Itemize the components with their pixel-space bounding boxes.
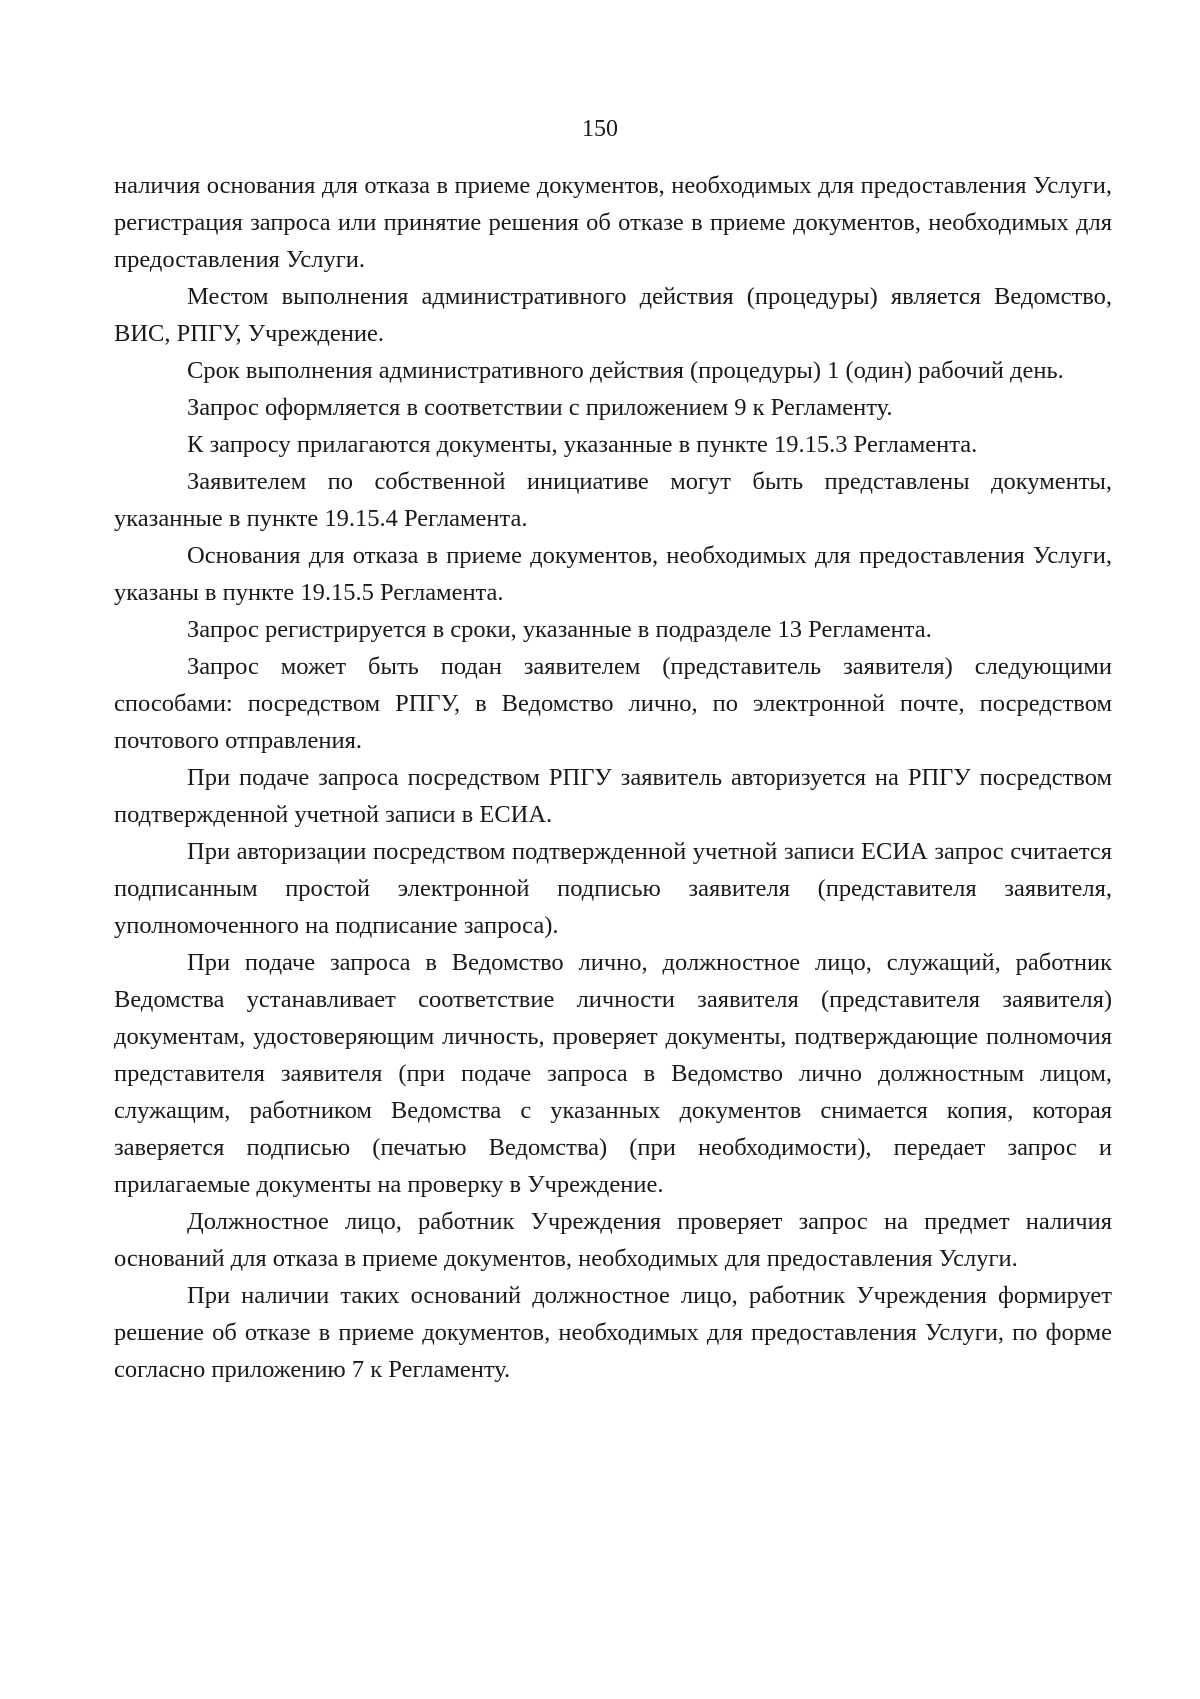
paragraph-attached-documents: К запросу прилагаются документы, указанные в пункте 19.15.3 Регламента. — [187, 431, 978, 458]
paragraph-own-initiative-documents: Заявителем по собственной инициативе могут быть представлены документы, указанные в пункте 19.15.4 Регламента. — [114, 468, 1112, 532]
paragraph-execution-term: Срок выполнения административного действия (процедуры) 1 (один) рабочий день. — [187, 357, 1064, 384]
document-body — [114, 167, 1112, 1388]
paragraph-refusal-grounds: Основания для отказа в приеме документов, необходимых для предоставления Услуги, указаны в пункте 19.15.5 Регламента. — [114, 542, 1112, 606]
page-number: 150 — [582, 116, 618, 142]
paragraph-in-person-submission: При подаче запроса в Ведомство лично, должностное лицо, служащий, работник Ведомства устанавливает соответствие личности заявителя (представителя заявителя) документам, удостоверяющим личность, проверяет документы, подтверждающие полномочия представителя заявителя (при подаче запроса в Ведомство лично должностным лицом, служащим, работником Ведомства с указанных документов снимается копия, которая заверяется подписью (печатью Ведомства) (при необходимости), передает запрос и прилагаемые документы на проверку в Учреждение. — [114, 949, 1112, 1198]
paragraph-continuation: наличия основания для отказа в приеме документов, необходимых для предоставления Услуги, регистрация запроса или принятие решения об отказе в приеме документов, необходимых для предоставления Услуги. — [114, 172, 1112, 273]
paragraph-esia-signature: При авторизации посредством подтвержденной учетной записи ЕСИА запрос считается подписанным простой электронной подписью заявителя (представителя заявителя, уполномоченного на подписание запроса). — [114, 838, 1112, 939]
paragraph-request-check: Должностное лицо, работник Учреждения проверяет запрос на предмет наличия оснований для отказа в приеме документов, необходимых для предоставления Услуги. — [114, 1208, 1112, 1272]
paragraph-submission-methods: Запрос может быть подан заявителем (представитель заявителя) следующими способами: посредством РПГУ, в Ведомство лично, по электронной почте, посредством почтового отправления. — [114, 653, 1112, 754]
paragraph-rpgu-authorization: При подаче запроса посредством РПГУ заявитель авторизуется на РПГУ посредством подтвержденной учетной записи в ЕСИА. — [114, 764, 1112, 828]
paragraph-registration-terms: Запрос регистрируется в сроки, указанные в подразделе 13 Регламента. — [187, 616, 932, 643]
paragraph-refusal-decision: При наличии таких оснований должностное лицо, работник Учреждения формирует решение об отказе в приеме документов, необходимых для предоставления Услуги, по форме согласно приложению 7 к Регламенту. — [114, 1282, 1112, 1383]
paragraph-request-form: Запрос оформляется в соответствии с приложением 9 к Регламенту. — [187, 394, 893, 421]
paragraph-place-of-execution: Местом выполнения административного действия (процедуры) является Ведомство, ВИС, РПГУ, Учреждение. — [114, 283, 1112, 347]
